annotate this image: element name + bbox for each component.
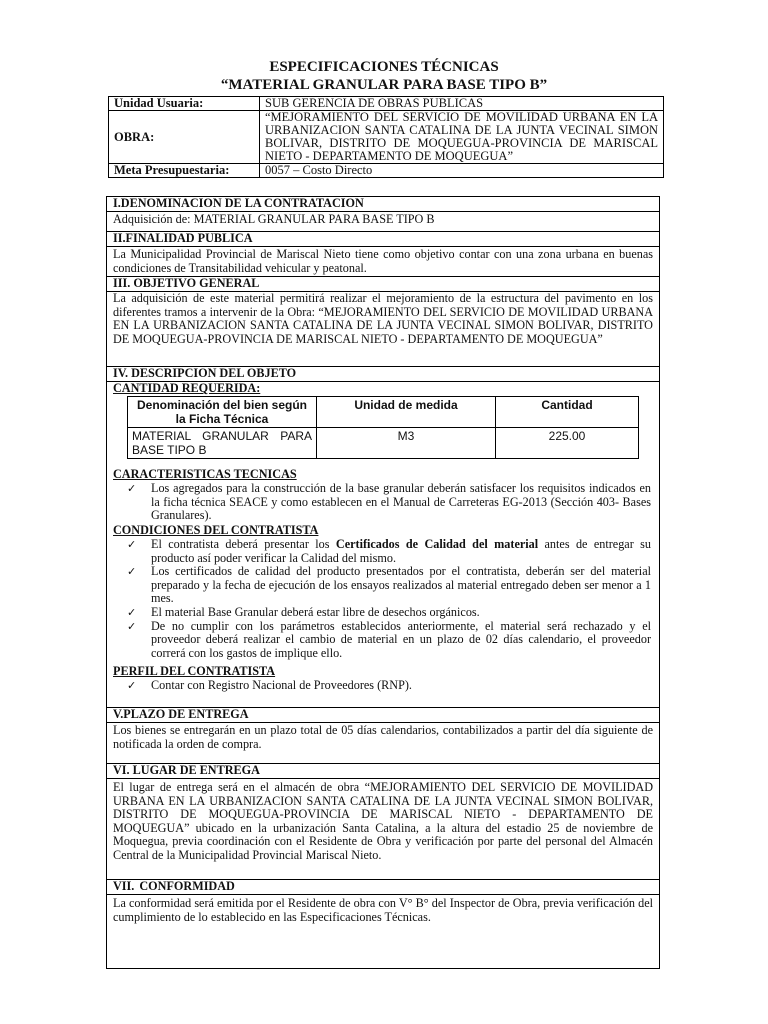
info-row — [109, 164, 664, 178]
list-item-text: De no cumplir con los parámetros establecidos anteriormente, el material será rechazado y el proveedor deberá realizar el cambio de material en un plazo de 02 días calendario, el proveedor correrá con los gastos de implique ello. — [151, 618, 651, 660]
check-mark-icon: ✓ — [127, 679, 137, 692]
list-item — [127, 538, 651, 565]
section-title-finalidad: II.FINALIDAD PUBLICA — [107, 232, 659, 247]
list-item — [127, 620, 651, 661]
condiciones-label: CONDICIONES DEL CONTRATISTA — [113, 523, 319, 537]
list-item-text: Los certificados de calidad del producto presentados por el contratista, deberán ser del material preparado y la fecha de ejecución de los ensayos realizados al material entregado deben ser menor a 1 mes. — [151, 564, 651, 606]
column-header: Denominación del bien según la Ficha Técnica — [128, 397, 317, 428]
section-body-lugar: El lugar de entrega será en el almacén de obra “MEJORAMIENTO DEL SERVICIO DE MOVILIDAD URBANA EN LA URBANIZACION SANTA CATALINA DE LA JUNTA VECINAL SIMON BOLIVAR, DISTRITO DE MOQUEGUA-PROVINCIA DE MARISCAL NIETO - DEPARTAMENTO DE MOQUEGUA” ubicado en la urbanización Santa Catalina, a la altura del estadio 25 de noviembre de Moquegua, previa coordinación con el Residente de Obra y verificación por parte del personal del Almacén Central de la Municipalidad Provincial Mariscal Nieto. — [113, 780, 653, 862]
table-cell: 225.00 — [496, 428, 639, 459]
list-item-bold-text: Certificados de Calidad del material — [335, 537, 539, 551]
column-header: Unidad de medida — [317, 397, 496, 428]
table-header-row — [128, 397, 639, 428]
list-item — [127, 679, 651, 693]
check-mark-icon: ✓ — [127, 619, 137, 633]
document-title: ESPECIFICACIONES TÉCNICAS — [269, 59, 499, 75]
section-body-objetivo: La adquisición de este material permitirá realizar el mejoramiento de la estructura del pavimento en los diferentes tramos a intervenir de la Obra: “MEJORAMIENTO DEL SERVICIO DE MOVILIDAD URBANA EN LA URBANIZACION SANTA CATALINA DE LA JUNTA VECINAL SIMON BOLIVAR, DISTRITO DE MOQUEGUA-PROVINCIA DE MARISCAL NIETO - DEPARTAMENTO DE MOQUEGUA” — [113, 291, 653, 346]
list-item — [127, 606, 651, 620]
quantity-table — [127, 396, 639, 459]
info-row — [109, 97, 664, 111]
section-title-plazo: V.PLAZO DE ENTREGA — [107, 708, 659, 723]
section-body-finalidad: La Municipalidad Provincial de Mariscal Nieto tiene como objetivo contar con una zona urbana en buenas condiciones de Transitabilidad vehicular y peatonal. — [113, 247, 653, 275]
section-title-lugar: VI. LUGAR DE ENTREGA — [107, 764, 659, 779]
info-label: Unidad Usuaria: — [109, 97, 260, 111]
list-item — [127, 482, 651, 523]
list-item-text: El material Base Granular deberá estar libre de desechos orgánicos. — [151, 604, 480, 619]
info-value: “MEJORAMIENTO DEL SERVICIO DE MOVILIDAD URBANA EN LA URBANIZACION SANTA CATALINA DE LA JUNTA VECINAL SIMON BOLIVAR, DISTRITO DE MOQUEGUA-PROVINCIA DE MARISCAL NIETO - DEPARTAMENTO DE MOQUEGUA” — [260, 111, 664, 164]
list-item-text: Los agregados para la construcción de la base granular deberán satisfacer los requisitos indicados en la ficha técnica SEACE y como establecen en el Manual de Carreteras EG-2013 (Sección 403- Bases Granulares). — [151, 481, 651, 523]
list-item-text: Contar con Registro Nacional de Proveedores (RNP). — [151, 678, 412, 692]
table-cell: MATERIAL GRANULAR PARA BASE TIPO B — [128, 428, 317, 459]
perfil-list — [127, 679, 651, 693]
section-title-conformidad: VII. CONFORMIDAD — [107, 880, 659, 895]
info-value: SUB GERENCIA DE OBRAS PUBLICAS — [260, 97, 664, 111]
table-row — [128, 428, 639, 459]
section-title-descripcion: IV. DESCRIPCION DEL OBJETO — [107, 367, 659, 382]
section-body-conformidad: La conformidad será emitida por el Residente de obra con V° B° del Inspector de Obra, previa verificación del cumplimiento de lo establecido en las Especificaciones Técnicas. — [113, 896, 653, 924]
check-mark-icon: ✓ — [127, 565, 137, 579]
caracteristicas-list — [127, 482, 651, 523]
document-subtitle: “MATERIAL GRANULAR PARA BASE TIPO B” — [220, 77, 548, 93]
list-item-text: antes de entregar su producto así poder verificar la Calidad del mismo. — [151, 537, 651, 565]
section-title-denominacion: I.DENOMINACION DE LA CONTRATACION — [107, 197, 659, 212]
table-cell: M3 — [317, 428, 496, 459]
check-mark-icon: ✓ — [127, 482, 137, 495]
info-label: OBRA: — [109, 111, 260, 164]
check-mark-icon: ✓ — [127, 538, 137, 551]
cantidad-requerida-label: CANTIDAD REQUERIDA: — [113, 381, 261, 395]
check-mark-icon: ✓ — [127, 605, 137, 619]
list-item — [127, 565, 651, 606]
info-row — [109, 111, 664, 164]
project-info-table — [108, 96, 664, 178]
column-header: Cantidad — [496, 397, 639, 428]
info-value: 0057 – Costo Directo — [260, 164, 664, 178]
condiciones-list — [127, 538, 651, 660]
section-title-objetivo: III. OBJETIVO GENERAL — [107, 277, 659, 292]
section-body-denominacion: Adquisición de: MATERIAL GRANULAR PARA BASE TIPO B — [113, 212, 435, 226]
perfil-label: PERFIL DEL CONTRATISTA — [113, 664, 276, 678]
list-item-text: El contratista deberá presentar los — [151, 537, 336, 551]
info-label: Meta Presupuestaria: — [109, 164, 260, 178]
section-body-plazo: Los bienes se entregarán en un plazo total de 05 días calendarios, contabilizados a partir del día siguiente de notificada la orden de compra. — [113, 723, 653, 751]
specifications-box — [106, 196, 660, 969]
caracteristicas-label: CARACTERISTICAS TECNICAS — [113, 467, 297, 481]
